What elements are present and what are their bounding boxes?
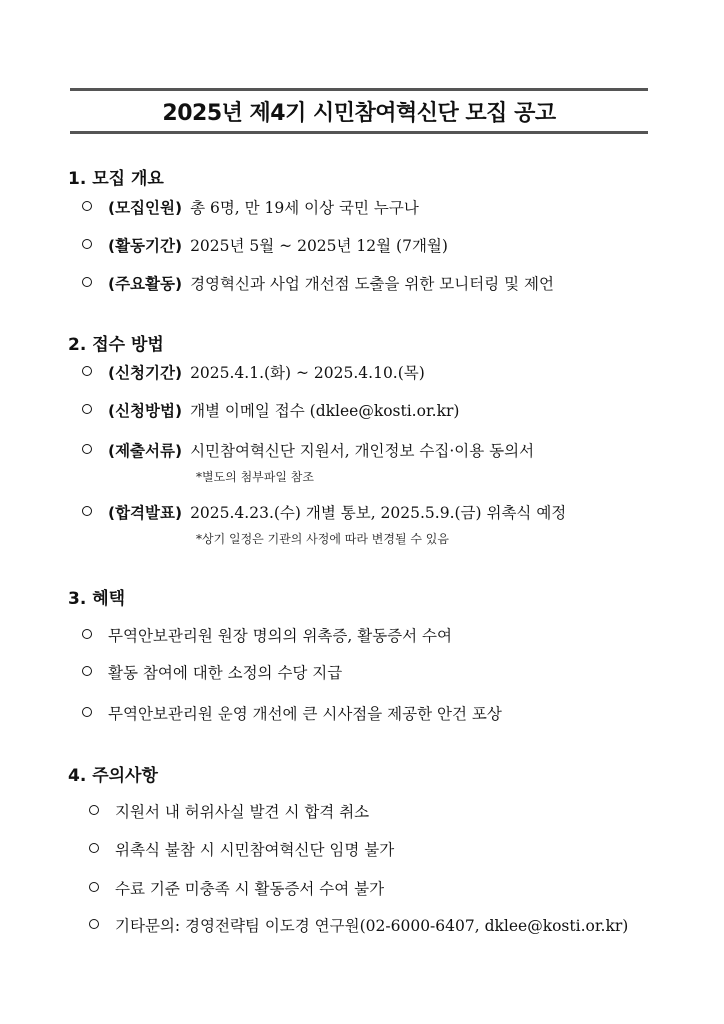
item-text: 기타문의: 경영전략팀 이도경 연구원(02-6000-6407, dklee@kosti.or.kr) (115, 917, 629, 935)
list-item-documents (82, 439, 534, 461)
list-item-announcement (82, 501, 566, 523)
item-text: 위촉식 불참 시 시민참여혁신단 임명 불가 (115, 841, 395, 859)
item-label: (모집인원) (108, 199, 183, 217)
list-item-application-period (82, 361, 425, 383)
item-text: 지원서 내 허위사실 발견 시 합격 취소 (115, 803, 370, 821)
circle-bullet-icon (82, 201, 92, 211)
circle-bullet-icon (82, 404, 92, 414)
item-text: 2025.4.23.(수) 개별 통보, 2025.5.9.(금) 위촉식 예정 (190, 504, 567, 522)
section-heading-notices: 4. 주의사항 (68, 766, 158, 786)
documents-note: *별도의 첨부파일 참조 (196, 470, 314, 484)
circle-bullet-icon (82, 629, 92, 639)
item-text: 경영혁신과 사업 개선점 도출을 위한 모니터링 및 제언 (190, 275, 554, 293)
list-item-notice (89, 838, 394, 860)
circle-bullet-icon (82, 239, 92, 249)
item-label: (제출서류) (108, 442, 183, 460)
section-heading-application: 2. 접수 방법 (68, 335, 164, 355)
list-item-main-activity (82, 272, 554, 294)
list-item-notice (89, 877, 384, 899)
page-title: 2025년 제4기 시민참여혁신단 모집 공고 (162, 100, 556, 126)
item-label: (주요활동) (108, 275, 183, 293)
item-label: (신청방법) (108, 402, 183, 420)
circle-bullet-icon (89, 882, 99, 892)
item-label: (신청기간) (108, 364, 183, 382)
circle-bullet-icon (82, 366, 92, 376)
item-text: 개별 이메일 접수 (dklee@kosti.or.kr) (190, 402, 460, 420)
section-heading-benefits: 3. 혜택 (68, 589, 126, 609)
list-item-application-method (82, 399, 459, 421)
item-label: (합격발표) (108, 504, 183, 522)
section-heading-overview: 1. 모집 개요 (68, 169, 164, 189)
list-item-recruit-number (82, 196, 419, 218)
circle-bullet-icon (89, 919, 99, 929)
list-item-contact (89, 914, 628, 936)
item-text: 시민참여혁신단 지원서, 개인정보 수집·이용 동의서 (190, 442, 535, 460)
list-item-notice (89, 800, 369, 822)
list-item-benefit (82, 661, 342, 683)
item-text: 2025.4.1.(화) ~ 2025.4.10.(목) (190, 364, 425, 382)
title-box (70, 88, 648, 134)
circle-bullet-icon (82, 666, 92, 676)
circle-bullet-icon (82, 444, 92, 454)
list-item-benefit (82, 702, 502, 724)
item-text: 무역안보관리원 원장 명의의 위촉증, 활동증서 수여 (108, 627, 452, 645)
announcement-note: *상기 일정은 기관의 사정에 따라 변경될 수 있음 (196, 532, 449, 546)
item-text: 2025년 5월 ~ 2025년 12월 (7개월) (190, 237, 448, 255)
item-text: 무역안보관리원 운영 개선에 큰 시사점을 제공한 안건 포상 (108, 705, 502, 723)
item-text: 총 6명, 만 19세 이상 국민 누구나 (190, 199, 419, 217)
item-text: 활동 참여에 대한 소정의 수당 지급 (108, 664, 343, 682)
item-label: (활동기간) (108, 237, 183, 255)
item-text: 수료 기준 미충족 시 활동증서 수여 불가 (115, 880, 385, 898)
circle-bullet-icon (82, 707, 92, 717)
circle-bullet-icon (89, 805, 99, 815)
circle-bullet-icon (89, 843, 99, 853)
circle-bullet-icon (82, 277, 92, 287)
circle-bullet-icon (82, 506, 92, 516)
list-item-activity-period (82, 234, 448, 256)
list-item-benefit (82, 624, 452, 646)
